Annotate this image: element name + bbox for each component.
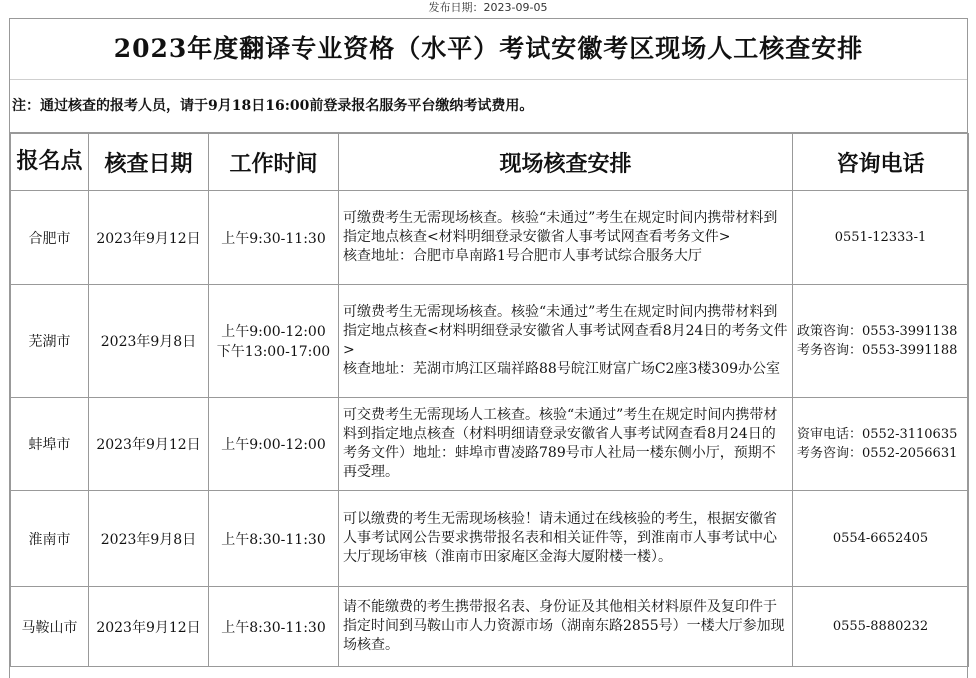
arrangement-text: 请不能缴费的考生携带报名表、身份证及其他相关材料原件及复印件于指定时间到马鞍山市人力资源市场（湖南东路2855号）一楼大厅参加现场核查。 [343, 599, 785, 653]
header-date: 核查日期 [89, 134, 209, 191]
time-cell [209, 491, 339, 587]
arrangement-text: 可交费考生无需现场人工核查。核验“未通过”考生在规定时间内携带材料到指定地点核查（材料明细请登录安徽省人事考试网查看8月24日的考务文件）地址：蚌埠市曹凌路789号市人社局一楼东侧小厅，预期不再受理。 [343, 407, 778, 480]
arrangement-text: 可以缴费的考生无需现场核验！请未通过在线核验的考生，根据安徽省人事考试网公告要求携带报名表和相关证件等，到淮南市人事考试中心大厅现场审核（淮南市田家庵区金海大厦附楼一楼）。 [343, 511, 777, 565]
phone-line: 0555-8880232 [832, 619, 929, 634]
time-line: 上午9:30-11:30 [221, 230, 326, 247]
table-row [11, 285, 969, 398]
time-line: 上午9:00-12:00 [221, 437, 326, 453]
time-cell [209, 587, 339, 667]
header-arrangement: 现场核查安排 [339, 134, 793, 191]
header-time: 工作时间 [209, 134, 339, 191]
site-cell: 芜湖市 [11, 285, 89, 398]
address-text: 核查地址：芜湖市鸠江区瑞祥路88号皖江财富广场C2座3楼309办公室 [343, 361, 781, 377]
date-cell: 2023年9月12日 [89, 398, 209, 491]
phone-cell [793, 285, 969, 398]
arrangement-cell [339, 285, 793, 398]
table-header-row [11, 134, 969, 191]
phone-line: 0554-6652405 [832, 531, 929, 546]
header-site: 报名点 [11, 134, 89, 191]
phone-cell [793, 398, 969, 491]
schedule-table [10, 133, 969, 667]
arrangement-cell [339, 398, 793, 491]
time-cell [209, 285, 339, 398]
site-cell: 合肥市 [11, 191, 89, 285]
payment-note: 注：通过核查的报考人员，请于9月18日16:00前登录报名服务平台缴纳考试费用。 [10, 80, 967, 133]
phone-line: 0551-12333-1 [834, 230, 927, 245]
date-cell: 2023年9月8日 [89, 285, 209, 398]
phone-line: 资审电话：0552-3110635 [797, 427, 958, 442]
page-title: 2023年度翻译专业资格（水平）考试安徽考区现场人工核查安排 [10, 19, 967, 80]
arrangement-text: 可缴费考生无需现场核查。核验“未通过”考生在规定时间内携带材料到指定地点核查<材料明细登录安徽省人事考试网查看考务文件> [343, 210, 778, 245]
phone-cell [793, 491, 969, 587]
header-phone: 咨询电话 [793, 134, 969, 191]
arrangement-cell [339, 191, 793, 285]
phone-line: 考务咨询：0552-2056631 [797, 446, 958, 461]
schedule-sheet [9, 18, 968, 678]
time-cell [209, 191, 339, 285]
site-cell: 淮南市 [11, 491, 89, 587]
site-cell: 蚌埠市 [11, 398, 89, 491]
phone-line: 考务咨询：0553-3991188 [797, 343, 958, 358]
time-cell [209, 398, 339, 491]
phone-line: 政策咨询：0553-3991138 [797, 324, 958, 339]
date-cell: 2023年9月8日 [89, 491, 209, 587]
table-row [11, 191, 969, 285]
arrangement-cell [339, 587, 793, 667]
time-line: 上午8:30-11:30 [221, 531, 326, 548]
table-row [11, 587, 969, 667]
publish-date: 发布日期：2023-09-05 [428, 1, 548, 14]
table-row [11, 398, 969, 491]
arrangement-text: 可缴费考生无需现场核查。核验“未通过”考生在规定时间内携带材料到指定地点核查<材料明细登录安徽省人事考试网查看8月24日的考务文件> [343, 304, 788, 358]
date-cell: 2023年9月12日 [89, 587, 209, 667]
date-cell: 2023年9月12日 [89, 191, 209, 285]
phone-cell [793, 587, 969, 667]
arrangement-cell [339, 491, 793, 587]
time-line: 上午9:00-12:00 [221, 324, 326, 340]
site-cell: 马鞍山市 [11, 587, 89, 667]
address-text: 核查地址：合肥市阜南路1号合肥市人事考试综合服务大厅 [343, 248, 702, 264]
phone-cell [793, 191, 969, 285]
time-line: 上午8:30-11:30 [221, 619, 326, 636]
time-line: 下午13:00-17:00 [216, 344, 331, 360]
table-row [11, 491, 969, 587]
